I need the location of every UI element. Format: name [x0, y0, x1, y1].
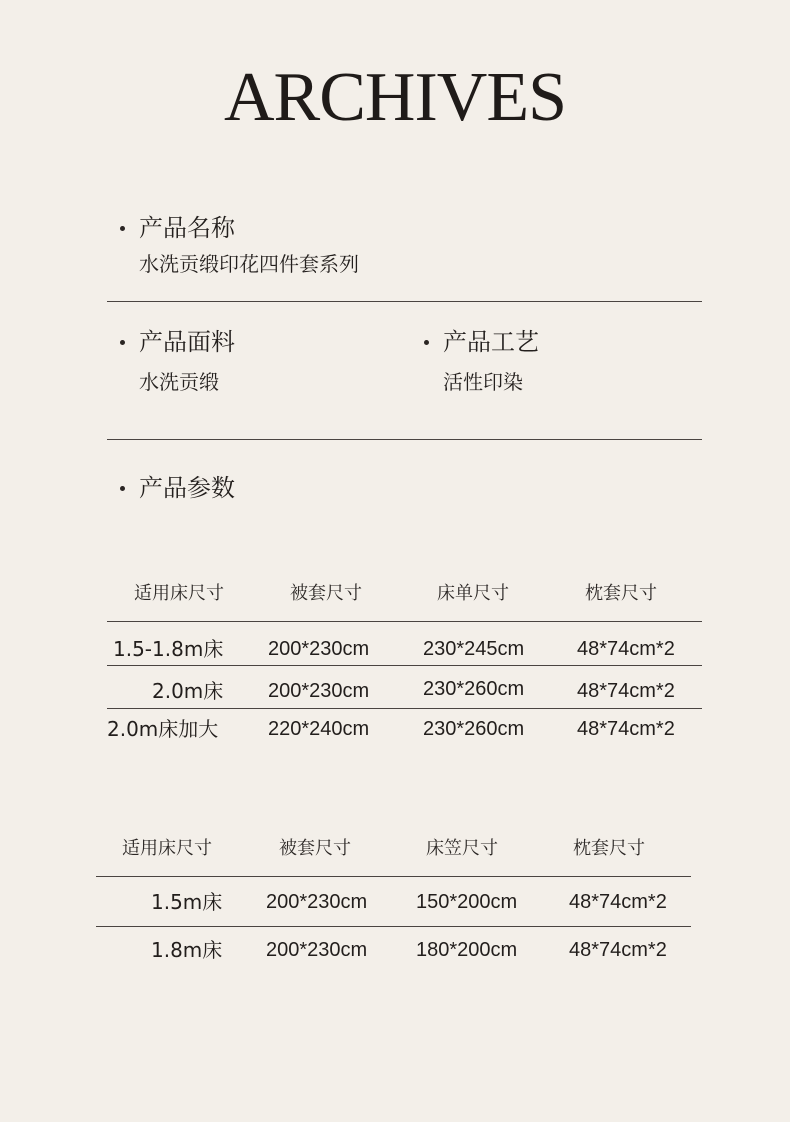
table-cell: 1.8m床	[151, 938, 223, 962]
table-divider	[107, 665, 702, 666]
table-divider	[107, 621, 702, 622]
table-header-pillowcase-size: 枕套尺寸	[573, 838, 645, 859]
table-header-fitted-sheet-size: 床笠尺寸	[426, 838, 498, 859]
table-divider	[96, 926, 691, 927]
table-cell: 48*74cm*2	[577, 680, 675, 702]
bullet-dot	[120, 486, 125, 491]
table-divider	[96, 876, 691, 877]
table-cell: 1.5m床	[151, 890, 223, 914]
table-cell: 2.0m床加大	[107, 717, 219, 741]
bullet-dot	[120, 340, 125, 345]
table-cell: 48*74cm*2	[569, 939, 667, 961]
table-divider	[107, 708, 702, 709]
fabric-label: 产品面料	[139, 328, 235, 356]
table-cell: 230*245cm	[423, 638, 525, 660]
table-header-sheet-size: 床单尺寸	[437, 583, 509, 604]
table-cell: 48*74cm*2	[577, 718, 675, 740]
fabric-value: 水洗贡缎	[139, 370, 219, 394]
table-cell: 200*230cm	[266, 891, 368, 913]
table-cell: 48*74cm*2	[577, 638, 675, 660]
craft-value: 活性印染	[443, 370, 523, 394]
table-header-bed-size: 适用床尺寸	[134, 583, 224, 604]
table-cell: 2.0m床	[152, 679, 224, 703]
product-name-label: 产品名称	[139, 214, 235, 242]
table-cell: 150*200cm	[416, 891, 518, 913]
table-cell: 200*230cm	[266, 939, 368, 961]
table-header-duvet-size: 被套尺寸	[279, 838, 351, 859]
table-cell: 220*240cm	[268, 718, 370, 740]
table-header-pillowcase-size: 枕套尺寸	[585, 583, 657, 604]
table-cell: 200*230cm	[268, 680, 370, 702]
params-label: 产品参数	[139, 474, 235, 502]
page-title: ARCHIVES	[223, 59, 567, 136]
divider	[107, 439, 702, 440]
bullet-dot	[120, 226, 125, 231]
product-name-value: 水洗贡缎印花四件套系列	[139, 252, 359, 276]
table-cell: 48*74cm*2	[569, 891, 667, 913]
bullet-dot	[424, 340, 429, 345]
table-cell: 230*260cm	[423, 718, 525, 740]
table-cell: 230*260cm	[423, 678, 525, 700]
craft-label: 产品工艺	[443, 328, 539, 356]
table-header-bed-size: 适用床尺寸	[122, 838, 212, 859]
table-cell: 200*230cm	[268, 638, 370, 660]
table-header-duvet-size: 被套尺寸	[290, 583, 362, 604]
divider	[107, 301, 702, 302]
table-cell: 1.5-1.8m床	[113, 637, 224, 661]
table-cell: 180*200cm	[416, 939, 518, 961]
